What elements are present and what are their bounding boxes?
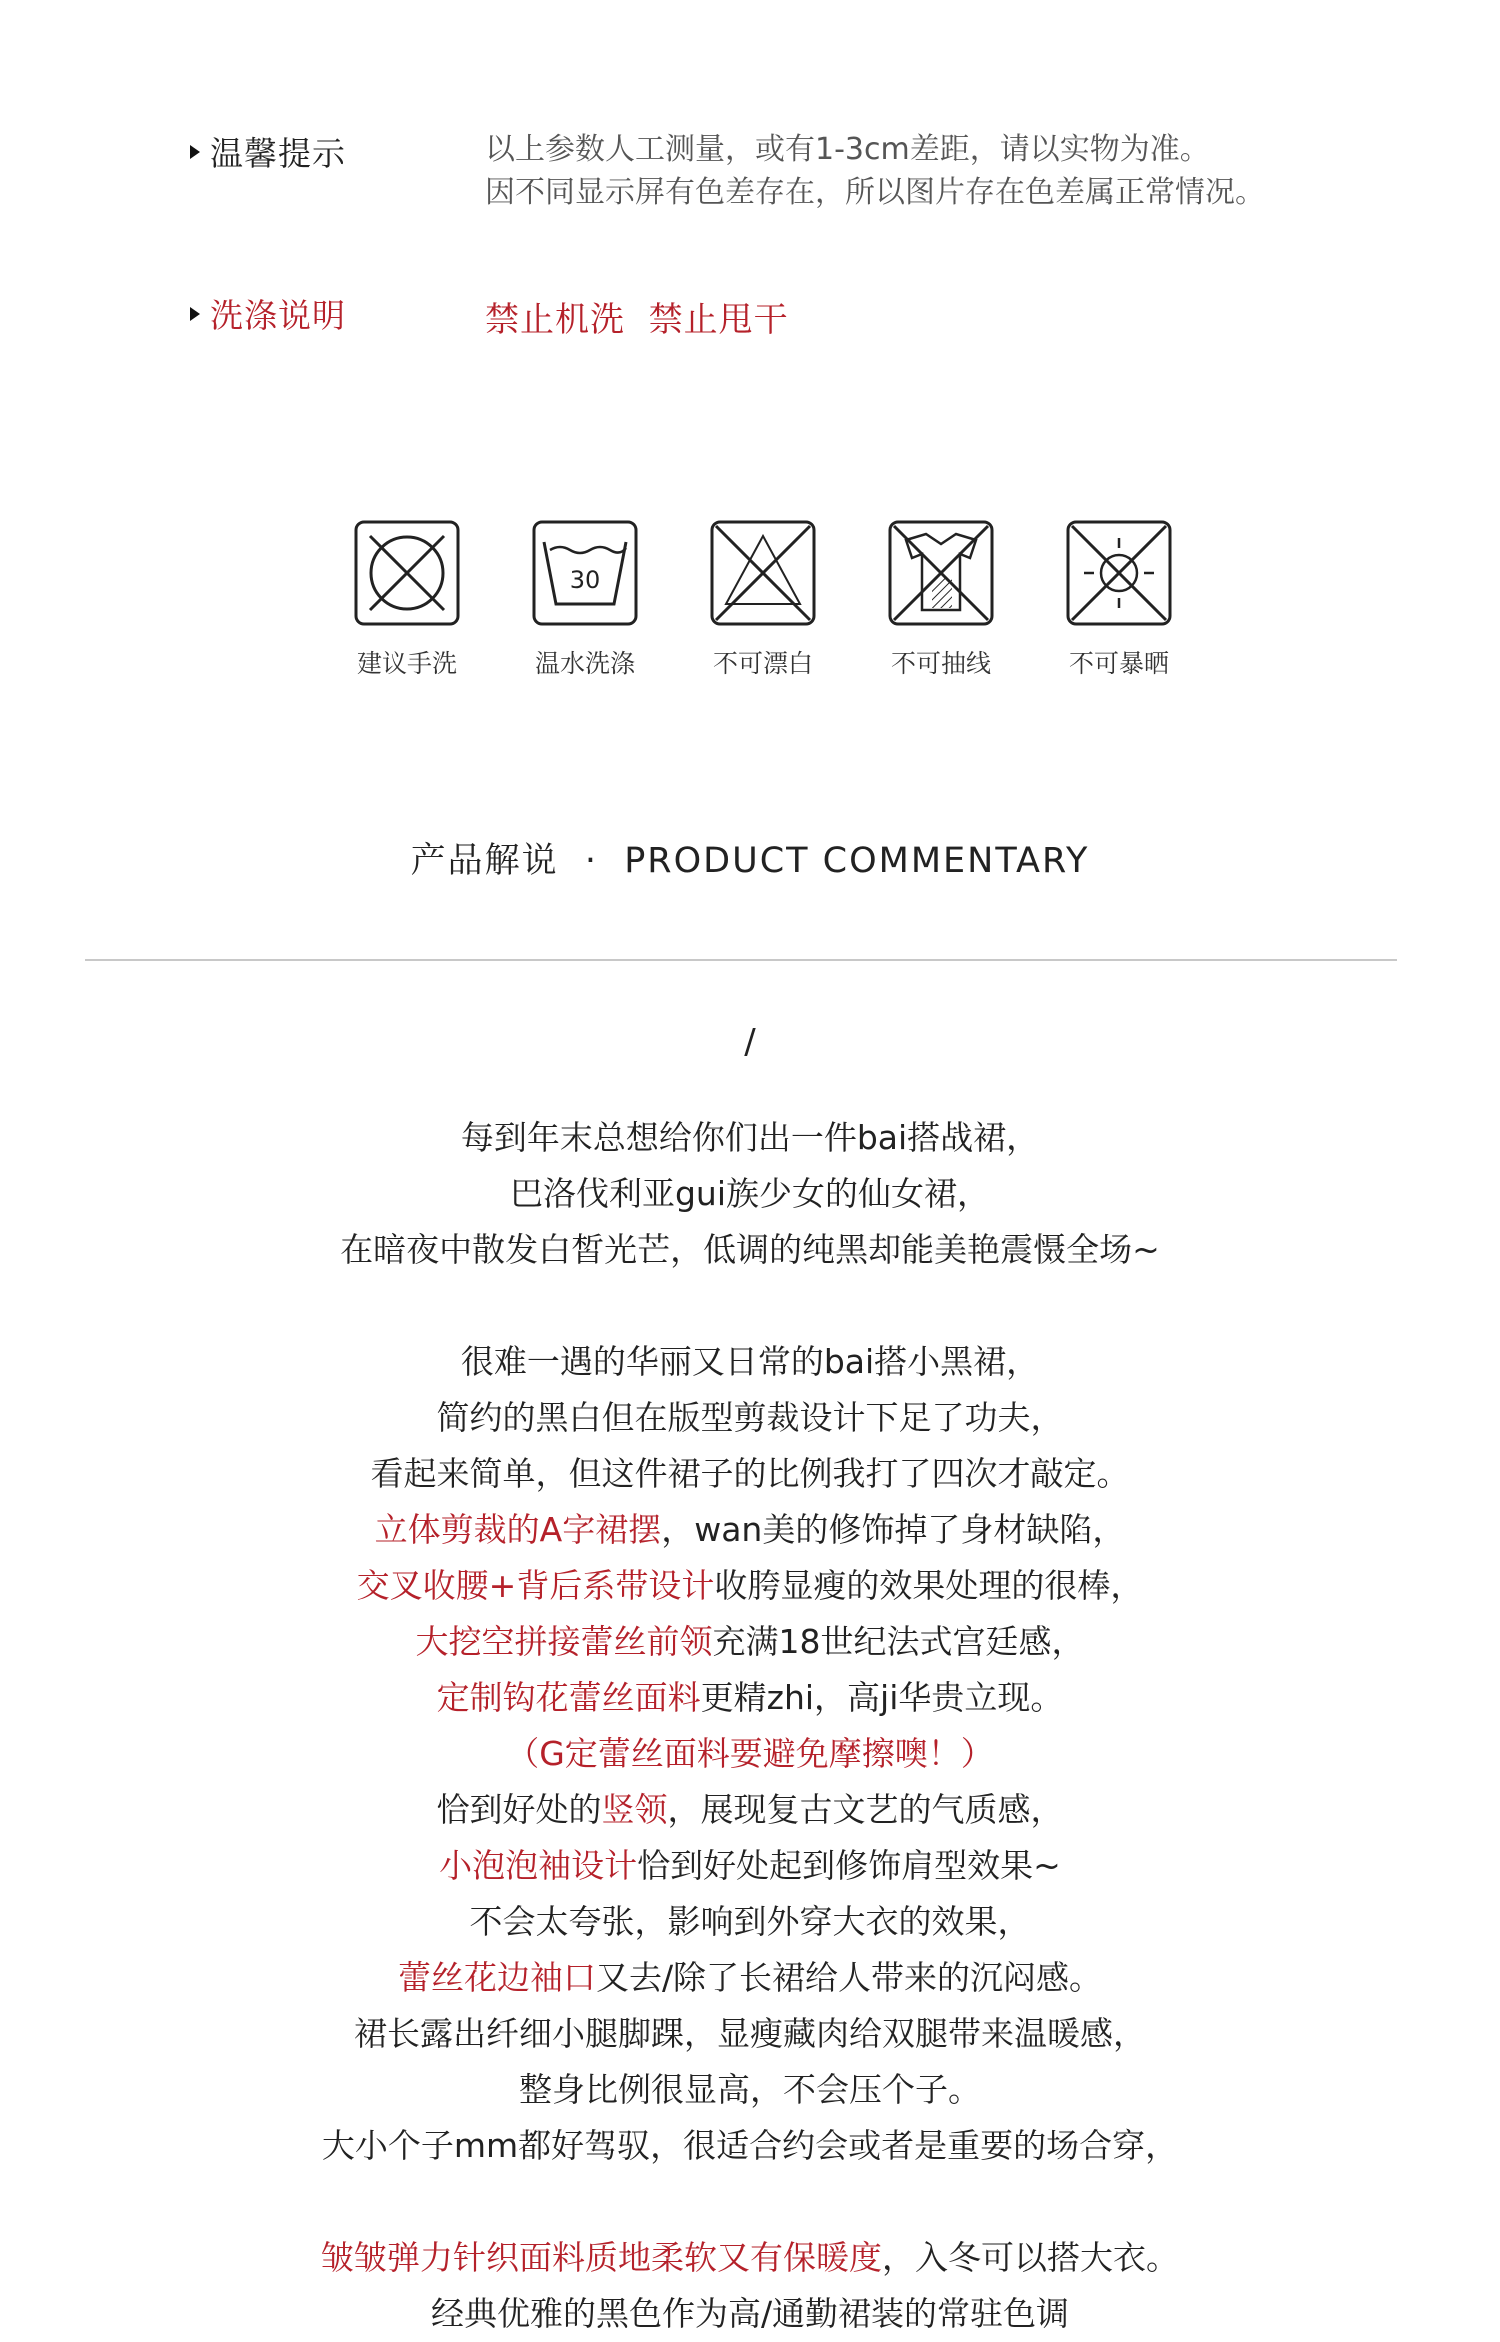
commentary-text: 看起来简单，但这件裙子的比例我打了四次才敲定。 bbox=[370, 1454, 1130, 1493]
care-item-hand-wash bbox=[318, 518, 496, 680]
commentary-text: 大小个子mm都好驾驭，很适合约会或者是重要的场合穿， bbox=[321, 2126, 1179, 2165]
highlight-text: 大挖空拼接蕾丝前领 bbox=[415, 1622, 713, 1661]
commentary-text: 很难一遇的华丽又日常的bai搭小黑裙， bbox=[460, 1342, 1040, 1381]
care-item-warm-water bbox=[496, 518, 674, 680]
highlight-text: （G定蕾丝面料要避免摩擦噢！） bbox=[506, 1734, 994, 1773]
highlight-text: 立体剪裁的A字裙摆 bbox=[374, 1510, 662, 1549]
commentary-text: 更精zhi，高ji华贵立现。 bbox=[700, 1678, 1064, 1717]
commentary-text: 又去/除了长裙给人带来的沉闷感。 bbox=[595, 1958, 1103, 1997]
highlight-text: 蕾丝花边袖口 bbox=[397, 1958, 596, 1997]
commentary-text: 收胯显瘦的效果处理的很棒， bbox=[714, 1566, 1144, 1605]
commentary-line bbox=[0, 1950, 1500, 2006]
commentary-line bbox=[0, 1166, 1500, 1222]
commentary-text: ，入冬可以搭大衣。 bbox=[882, 2238, 1179, 2277]
tips-label-text: 温馨提示 bbox=[210, 134, 346, 173]
commentary-text: ，wan美的修饰掉了身材缺陷， bbox=[661, 1510, 1126, 1549]
no-sun-dry-icon bbox=[1064, 518, 1174, 628]
care-item-no-sun-dry bbox=[1030, 518, 1208, 680]
commentary-gap bbox=[0, 2174, 1500, 2230]
tips-row bbox=[190, 128, 1265, 214]
product-commentary bbox=[0, 1110, 1500, 2342]
highlight-text: 皱皱弹力针织面料质地柔软又有保暖度 bbox=[321, 2238, 882, 2277]
tips-label bbox=[190, 128, 485, 175]
commentary-line bbox=[0, 1502, 1500, 1558]
care-label: 建议手洗 bbox=[356, 649, 457, 678]
commentary-line bbox=[0, 1446, 1500, 1502]
no-bleach-icon bbox=[708, 518, 818, 628]
commentary-line bbox=[0, 1390, 1500, 1446]
commentary-text: 裙长露出纤细小腿脚踝，显瘦藏肉给双腿带来温暖感， bbox=[354, 2014, 1146, 2053]
wash-label bbox=[190, 290, 485, 337]
commentary-line bbox=[0, 1614, 1500, 1670]
highlight-text: 交叉收腰+背后系带设计 bbox=[356, 1566, 715, 1605]
wash-instructions: 禁止机洗 禁止甩干 bbox=[485, 300, 789, 340]
wash-row bbox=[190, 290, 789, 341]
warm-water-30-icon bbox=[530, 518, 640, 628]
commentary-text: 恰到好处起到修饰肩型效果~ bbox=[637, 1846, 1061, 1885]
commentary-line bbox=[0, 2118, 1500, 2174]
commentary-text: 恰到好处的 bbox=[436, 1790, 602, 1829]
commentary-line bbox=[0, 2062, 1500, 2118]
care-label: 不可抽线 bbox=[890, 649, 991, 678]
care-label: 不可漂白 bbox=[712, 649, 813, 678]
commentary-line bbox=[0, 1558, 1500, 1614]
care-icons-row bbox=[318, 518, 1208, 680]
commentary-line bbox=[0, 1726, 1500, 1782]
commentary-line bbox=[0, 2230, 1500, 2286]
divider bbox=[85, 959, 1397, 961]
highlight-text: 定制钩花蕾丝面料 bbox=[436, 1678, 701, 1717]
commentary-text: 经典优雅的黑色作为高/通勤裙装的常驻色调 bbox=[430, 2294, 1070, 2333]
commentary-text: ，展现复古文艺的气质感， bbox=[667, 1790, 1064, 1829]
commentary-text: 在暗夜中散发白皙光芒，低调的纯黑却能美艳震慑全场~ bbox=[340, 1230, 1160, 1269]
highlight-text: 小泡泡袖设计 bbox=[439, 1846, 638, 1885]
commentary-line bbox=[0, 2286, 1500, 2342]
commentary-text: 巴洛伐利亚gui族少女的仙女裙， bbox=[509, 1174, 991, 1213]
wash-label-text: 洗涤说明 bbox=[210, 296, 346, 335]
care-item-no-pull-thread bbox=[852, 518, 1030, 680]
commentary-text: 充满18世纪法式宫廷感， bbox=[712, 1622, 1085, 1661]
commentary-text: 整身比例很显高，不会压个子。 bbox=[519, 2070, 981, 2109]
commentary-line bbox=[0, 1894, 1500, 1950]
care-item-no-bleach bbox=[674, 518, 852, 680]
commentary-line bbox=[0, 1782, 1500, 1838]
commentary-text: 简约的黑白但在版型剪裁设计下足了功夫， bbox=[436, 1398, 1064, 1437]
no-pull-thread-icon bbox=[886, 518, 996, 628]
commentary-text: 每到年末总想给你们出一件bai搭战裙， bbox=[460, 1118, 1040, 1157]
commentary-line bbox=[0, 1670, 1500, 1726]
temperature-label: 30 bbox=[569, 566, 601, 594]
care-label: 不可暴晒 bbox=[1068, 649, 1169, 678]
tips-line: 以上参数人工测量，或有1-3cm差距，请以实物为准。 bbox=[485, 132, 1210, 167]
commentary-gap bbox=[0, 1278, 1500, 1334]
commentary-text: 不会太夸张，影响到外穿大衣的效果， bbox=[469, 1902, 1031, 1941]
commentary-line bbox=[0, 1838, 1500, 1894]
commentary-line bbox=[0, 1110, 1500, 1166]
tips-text bbox=[485, 128, 1265, 214]
triangle-bullet-icon bbox=[190, 145, 200, 159]
section-slash: / bbox=[744, 1022, 756, 1062]
highlight-text: 竖领 bbox=[601, 1790, 668, 1829]
care-label: 温水洗涤 bbox=[534, 649, 635, 678]
hand-wash-icon bbox=[352, 518, 462, 628]
commentary-line bbox=[0, 2006, 1500, 2062]
tips-line: 因不同显示屏有色差存在，所以图片存在色差属正常情况。 bbox=[485, 175, 1265, 210]
commentary-line bbox=[0, 1222, 1500, 1278]
triangle-bullet-icon bbox=[190, 307, 200, 321]
section-title: 产品解说 · PRODUCT COMMENTARY bbox=[410, 841, 1090, 881]
commentary-line bbox=[0, 1334, 1500, 1390]
